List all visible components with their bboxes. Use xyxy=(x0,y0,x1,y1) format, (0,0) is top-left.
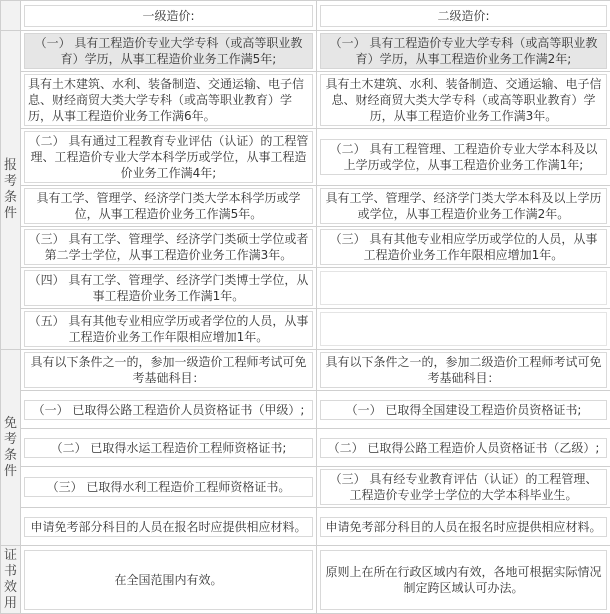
header-level2: 二级造价: xyxy=(320,5,607,27)
cert-level2-cell xyxy=(317,546,610,614)
exempt-level2-cell xyxy=(317,467,610,508)
exam-row xyxy=(1,72,610,129)
exempt-row xyxy=(1,467,610,508)
exam-level1-item: 具有工学、管理学、经济学门类大学本科学历或学位，从事工程造价业务工作满5年。 xyxy=(24,188,313,224)
exempt-level1-item: （二） 已取得水运工程造价工程师资格证书; xyxy=(24,438,313,458)
exam-level2-cell xyxy=(317,31,610,72)
exam-section-label: 报考条件 xyxy=(1,31,21,350)
exempt-section-label: 免考条件 xyxy=(1,350,21,546)
exam-level1-cell xyxy=(21,31,317,72)
exam-level2-cell xyxy=(317,129,610,186)
header-corner xyxy=(1,1,21,31)
exam-level1-cell xyxy=(21,309,317,350)
exam-level2-item: （三） 具有其他专业相应学历或学位的人员，从事工程造价业务工作年限相应增加1年。 xyxy=(320,229,607,265)
exam-level1-cell xyxy=(21,186,317,227)
exempt-row xyxy=(1,350,610,391)
exempt-level1-item: （三） 已取得水利工程造价工程师资格证书。 xyxy=(24,477,313,497)
cert-level2-item: 原则上在所在行政区域内有效，各地可根据实际情况制定跨区域认可办法。 xyxy=(320,550,607,610)
exempt-row xyxy=(1,391,610,429)
exempt-level2-cell xyxy=(317,350,610,391)
exam-row xyxy=(1,186,610,227)
exempt-level2-cell xyxy=(317,429,610,467)
exam-level1-item: （四） 具有工学、管理学、经济学门类博士学位，从事工程造价业务工作满1年。 xyxy=(24,270,313,306)
exam-row xyxy=(1,227,610,268)
cert-section-label: 证书效用 xyxy=(1,546,21,614)
header-level2-cell xyxy=(317,1,610,31)
exam-row xyxy=(1,129,610,186)
exam-level2-item: 具有土木建筑、水利、装备制造、交通运输、电子信息、财经商贸大类大学专科（或高等职业教育）学历，从事工程造价业务工作满3年。 xyxy=(320,74,607,126)
exempt-level1-item: （一） 已取得公路工程造价人员资格证书（甲级）; xyxy=(24,400,313,420)
exam-level1-cell xyxy=(21,129,317,186)
exempt-level1-cell xyxy=(21,467,317,508)
exempt-row xyxy=(1,508,610,546)
exam-level2-cell xyxy=(317,309,610,350)
exempt-row xyxy=(1,429,610,467)
exam-row xyxy=(1,309,610,350)
exam-level2-item: （一） 具有工程造价专业大学专科（或高等职业教育）学历，从事工程造价业务工作满2年; xyxy=(320,33,607,69)
exempt-level2-cell xyxy=(317,508,610,546)
exempt-level1-cell xyxy=(21,508,317,546)
exam-level1-item: 具有土木建筑、水利、装备制造、交通运输、电子信息、财经商贸大类大学专科（或高等职业教育）学历，从事工程造价业务工作满6年。 xyxy=(24,74,313,126)
exempt-level2-item: 具有以下条件之一的，参加二级造价工程师考试可免考基础科目： xyxy=(320,352,607,388)
exam-level1-item: （一） 具有工程造价专业大学专科（或高等职业教育）学历，从事工程造价业务工作满5年; xyxy=(24,33,313,69)
exempt-level2-item: （二） 已取得公路工程造价人员资格证书（乙级）; xyxy=(320,438,607,458)
exempt-level2-cell xyxy=(317,391,610,429)
exempt-level2-item: （一） 已取得全国建设工程造价员资格证书; xyxy=(320,400,607,420)
header-level1: 一级造价: xyxy=(24,5,313,27)
exam-level2-item: （二） 具有工程管理、工程造价专业大学本科及以上学历或学位，从事工程造价业务工作满1年; xyxy=(320,139,607,175)
exam-level2-cell xyxy=(317,227,610,268)
exam-level2-cell xyxy=(317,268,610,309)
header-row xyxy=(1,1,610,31)
exempt-level1-cell xyxy=(21,391,317,429)
exam-level2-empty xyxy=(320,312,607,346)
exam-level1-cell xyxy=(21,72,317,129)
exempt-level1-item: 具有以下条件之一的，参加一级造价工程师考试可免考基础科目： xyxy=(24,352,313,388)
exam-level2-item: 具有工学、管理学、经济学门类大学本科及以上学历或学位，从事工程造价业务工作满2年。 xyxy=(320,188,607,224)
cert-level1-item: 在全国范围内有效。 xyxy=(24,550,313,610)
exempt-level1-cell xyxy=(21,350,317,391)
exam-level1-item: （二） 具有通过工程教育专业评估（认证）的工程管理、工程造价专业大学本科学历或学位，从事工程造价业务工作满4年; xyxy=(24,131,313,183)
exam-level1-cell xyxy=(21,268,317,309)
exempt-level1-item: 申请免考部分科目的人员在报名时应提供相应材料。 xyxy=(24,517,313,537)
cert-level1-cell xyxy=(21,546,317,614)
exempt-level2-item: （三） 具有经专业教育评估（认证）的工程管理、工程造价专业学士学位的大学本科毕业生。 xyxy=(320,469,607,505)
exam-level1-cell xyxy=(21,227,317,268)
exam-level1-item: （五） 具有其他专业相应学历或者学位的人员，从事工程造价业务工作年限相应增加1年。 xyxy=(24,311,313,347)
exempt-level2-item: 申请免考部分科目的人员在报名时应提供相应材料。 xyxy=(320,517,607,537)
exam-level1-item: （三） 具有工学、管理学、经济学门类硕士学位或者第二学士学位，从事工程造价业务工作满3年。 xyxy=(24,229,313,265)
exam-row xyxy=(1,31,610,72)
exam-row xyxy=(1,268,610,309)
header-level1-cell xyxy=(21,1,317,31)
exempt-level1-cell xyxy=(21,429,317,467)
exam-level2-cell xyxy=(317,72,610,129)
cert-row xyxy=(1,546,610,614)
exam-level2-cell xyxy=(317,186,610,227)
exam-level2-empty xyxy=(320,271,607,305)
